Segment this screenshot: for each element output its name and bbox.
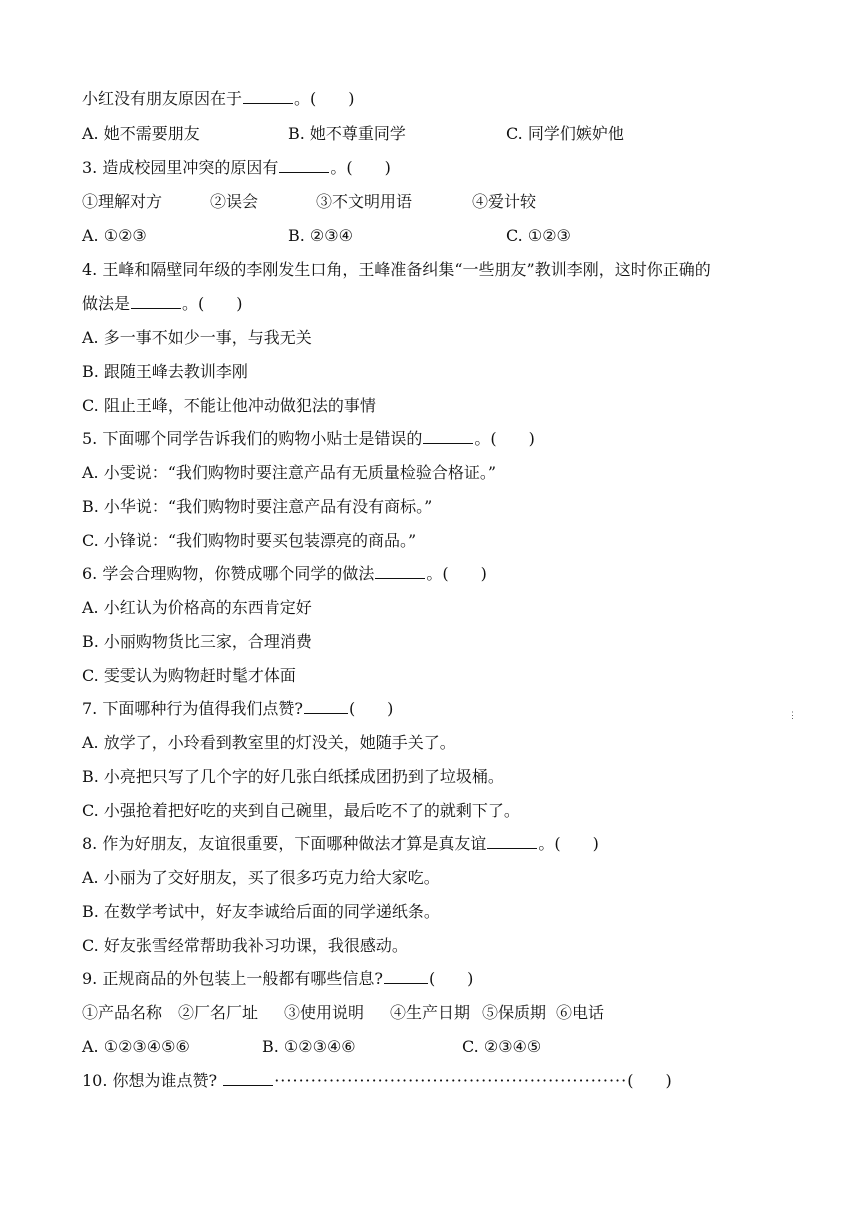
- stem-text: 做法是: [82, 294, 131, 313]
- option-c[interactable]: C. 小强抢着把好吃的夹到自己碗里，最后吃不了的就剩下了。: [82, 801, 520, 820]
- stem-text: 7. 下面哪种行为值得我们点赞?: [82, 699, 303, 718]
- option-c[interactable]: C. 阻止王峰，不能让他冲动做犯法的事情: [82, 396, 376, 415]
- item: ③不文明用语: [316, 192, 413, 211]
- option-c[interactable]: C. 雯雯认为购物赶时髦才体面: [82, 666, 296, 685]
- option-b[interactable]: B. 她不尊重同学: [288, 124, 406, 143]
- option-b[interactable]: B. ②③④: [288, 226, 353, 245]
- option-c[interactable]: C. 小锋说：“我们购物时要买包装漂亮的商品。”: [82, 531, 417, 550]
- stem-text: 小红没有朋友原因在于: [82, 89, 243, 108]
- answer-blank[interactable]: [223, 1071, 273, 1086]
- stem-text: 。( ): [426, 564, 487, 583]
- question-4-stem-cont: [82, 294, 243, 314]
- item: ①理解对方: [82, 192, 163, 211]
- leader-dots: ··························································: [274, 1071, 628, 1090]
- stem-text: ( ): [348, 699, 394, 718]
- answer-blank[interactable]: [304, 699, 348, 714]
- item: ⑤保质期: [482, 1003, 547, 1022]
- item: ②厂名厂址: [178, 1003, 259, 1022]
- stem-text: 10. 你想为谁点赞?: [82, 1071, 218, 1090]
- option-a[interactable]: A. ①②③④⑤⑥: [82, 1037, 190, 1056]
- stem-text: 3. 造成校园里冲突的原因有: [82, 158, 279, 177]
- answer-blank[interactable]: [423, 429, 473, 444]
- answer-blank[interactable]: [131, 294, 181, 309]
- item: ④爱计较: [472, 192, 537, 211]
- question-10-stem: [82, 1071, 672, 1091]
- option-a[interactable]: A. 多一事不如少一事，与我无关: [82, 328, 312, 347]
- option-c[interactable]: C. ①②③: [506, 226, 571, 245]
- question-9-stem: [82, 969, 473, 989]
- option-b[interactable]: B. 小华说：“我们购物时要注意产品有没有商标。”: [82, 497, 433, 516]
- option-c[interactable]: C. ②③④⑤: [462, 1037, 542, 1056]
- stem-text: 8. 作为好朋友，友谊很重要，下面哪种做法才算是真友谊: [82, 834, 487, 853]
- stem-text: ( ): [627, 1071, 672, 1090]
- item: ②误会: [210, 192, 259, 211]
- stem-text: 5. 下面哪个同学告诉我们的购物小贴士是错误的: [82, 429, 423, 448]
- option-c[interactable]: C. 同学们嫉妒他: [506, 124, 624, 143]
- option-b[interactable]: B. ①②③④⑥: [262, 1037, 356, 1056]
- stem-text: 。( ): [182, 294, 243, 313]
- stem-text: ( ): [428, 969, 474, 988]
- stem-text: 。( ): [538, 834, 599, 853]
- side-marker: ⋮: [788, 711, 797, 721]
- option-b[interactable]: B. 小丽购物货比三家，合理消费: [82, 632, 312, 651]
- option-b[interactable]: B. 跟随王峰去教训李刚: [82, 362, 248, 381]
- item: ⑥电话: [556, 1003, 605, 1022]
- option-a[interactable]: A. ①②③: [82, 226, 147, 245]
- option-a[interactable]: A. 小丽为了交好朋友，买了很多巧克力给大家吃。: [82, 868, 440, 887]
- item: ④生产日期: [390, 1003, 471, 1022]
- stem-text: 6. 学会合理购物，你赞成哪个同学的做法: [82, 564, 375, 583]
- stem-text: 。( ): [294, 89, 355, 108]
- question-8-stem: [82, 834, 599, 854]
- answer-blank[interactable]: [384, 969, 428, 984]
- option-c[interactable]: C. 好友张雪经常帮助我补习功课，我很感动。: [82, 936, 408, 955]
- item: ③使用说明: [284, 1003, 365, 1022]
- question-5-stem: [82, 429, 535, 449]
- option-a[interactable]: A. 小红认为价格高的东西肯定好: [82, 598, 312, 617]
- option-a[interactable]: A. 小雯说：“我们购物时要注意产品有无质量检验合格证。”: [82, 463, 497, 482]
- option-b[interactable]: B. 小亮把只写了几个字的好几张白纸揉成团扔到了垃圾桶。: [82, 767, 504, 786]
- stem-text: 。( ): [330, 158, 391, 177]
- question-2-stem: [82, 89, 355, 109]
- option-b[interactable]: B. 在数学考试中，好友李诚给后面的同学递纸条。: [82, 902, 440, 921]
- question-6-stem: [82, 564, 487, 584]
- stem-text: 4. 王峰和隔壁同年级的李刚发生口角，王峰准备纠集“一些朋友”教训李刚，这时你正确的: [82, 260, 711, 279]
- answer-blank[interactable]: [243, 89, 293, 104]
- question-4-stem: [82, 260, 711, 280]
- stem-text: 。( ): [474, 429, 535, 448]
- question-3-stem: [82, 158, 391, 178]
- answer-blank[interactable]: [487, 834, 537, 849]
- answer-blank[interactable]: [375, 564, 425, 579]
- stem-text: 9. 正规商品的外包装上一般都有哪些信息?: [82, 969, 383, 988]
- question-7-stem: [82, 699, 393, 719]
- option-a[interactable]: A. 她不需要朋友: [82, 124, 200, 143]
- option-a[interactable]: A. 放学了，小玲看到教室里的灯没关，她随手关了。: [82, 733, 456, 752]
- answer-blank[interactable]: [279, 158, 329, 173]
- item: ①产品名称: [82, 1003, 163, 1022]
